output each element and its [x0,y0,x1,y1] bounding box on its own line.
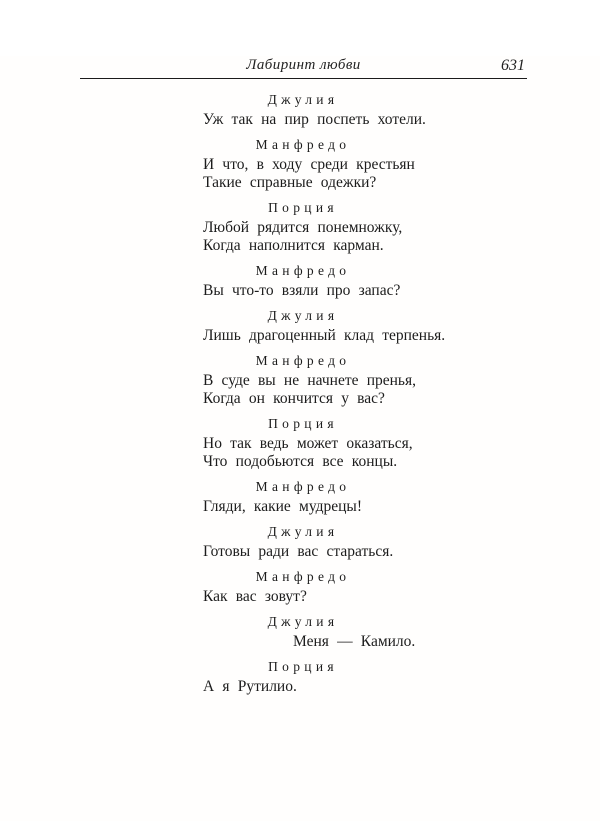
verse-line: Как вас зовут? [203,588,307,605]
speech-block [203,199,403,255]
running-header-title: Лабиринт любви [246,57,361,73]
page-number: 631 [501,57,525,74]
speech-block [203,415,413,471]
speaker-name: Порция [268,200,338,215]
verse-line: Когда наполнится карман. [203,237,384,254]
verse-line: Готовы ради вас стараться. [203,543,394,560]
verse-line: Что подобьются все концы. [203,453,398,470]
verse-line: Вы что-то взяли про запас? [203,282,401,299]
verse-line: В суде вы не начнете пренья, [203,372,417,389]
dialogue [203,79,446,696]
speech-block [203,136,415,192]
verse-line: А я Рутилио. [203,678,297,695]
speaker-name: Манфредо [255,137,351,152]
speech-block [203,262,403,300]
book-page [0,56,600,821]
speech-block [203,658,403,696]
running-header [80,56,527,79]
speaker-name: Порция [268,416,338,431]
verse-line: Лишь драгоценный клад терпенья. [203,327,446,344]
speaker-name: Джулия [267,524,339,539]
speaker-name: Манфредо [255,263,351,278]
speech-block [203,307,446,345]
speaker-name: Порция [268,659,338,674]
speaker-name: Джулия [267,92,339,107]
speaker-name: Манфредо [255,479,351,494]
speech-block [203,568,403,606]
verse-line: Уж так на пир поспеть хотели. [203,111,426,128]
speaker-name: Джулия [267,308,339,323]
speech-block [203,613,416,651]
speaker-name: Джулия [267,614,339,629]
verse-line: Такие справные одежки? [203,174,377,191]
verse-line: Меня — Камило. [293,633,416,650]
speech-block [203,352,417,408]
speaker-name: Манфредо [255,569,351,584]
verse-line: И что, в ходу среди крестьян [203,156,415,173]
speaker-name: Манфредо [255,353,351,368]
speech-block [203,478,403,516]
verse-line: Когда он кончится у вас? [203,390,385,407]
verse-line: Гляди, какие мудрецы! [203,498,362,515]
verse-line: Любой рядится понемножку, [203,219,403,236]
speech-block [203,523,403,561]
verse-line: Но так ведь может оказаться, [203,435,413,452]
speech-block [203,91,426,129]
